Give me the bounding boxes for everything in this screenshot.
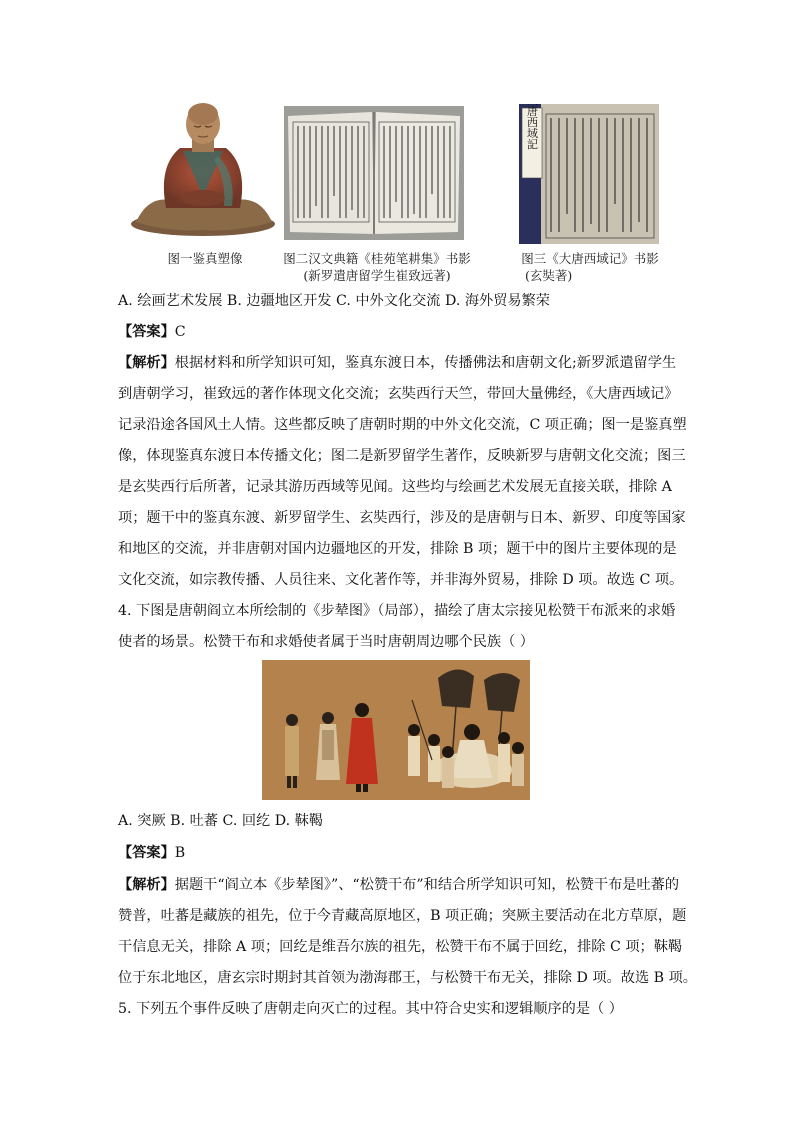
q4-stem-line-1: 4. 下图是唐朝阎立本所绘制的《步辇图》（局部），描绘了唐太宗接见松赞干布派来的求婚 [118, 603, 676, 619]
q3-analysis-line-6: 项；题干中的鉴真东渡、新罗留学生、玄奘西行，涉及的是唐朝与日本、新罗、印度等国家 [118, 510, 686, 526]
q4-stem-line-2: 使者的场景。松赞干布和求婚使者属于当时唐朝周边哪个民族（ ） [118, 634, 534, 650]
q3-analysis-line-7: 和地区的交流，并非唐朝对国内边疆地区的开发，排除 B 项；题干中的图片主要体现的是 [118, 541, 677, 557]
q3-analysis-line-4: 像，体现鉴真东渡日本传播文化；图二是新罗留学生著作，反映新罗与唐朝文化交流；图三 [118, 448, 686, 464]
figure1-caption: 图一鉴真塑像 [167, 251, 243, 266]
q3-answer [118, 321, 186, 341]
figure-datang-xiyuji [519, 104, 659, 244]
q3-analysis-line-8: 文化交流，如宗教传播、人员往来、文化著作等，并非海外贸易，排除 D 项。故选 C 项。 [118, 572, 684, 588]
figure2-caption-line1: 图二汉文典籍《桂苑笔耕集》书影 [283, 251, 471, 266]
q5-stem: 5. 下列五个事件反映了唐朝走向灭亡的过程。其中符合史实和逻辑顺序的是（ ） [118, 1001, 623, 1017]
q4-analysis-line-4: 位于东北地区，唐玄宗时期封其首领为渤海郡王，与松赞干布无关，排除 D 项。故选 B 项。 [118, 970, 697, 986]
figure-guiyuan-book [284, 106, 464, 240]
q3-analysis-line-3: 记录沿途各国风土人情。这些都反映了唐朝时期的中外文化交流，C 项正确；图一是鉴真塑 [118, 417, 687, 433]
figure-jianzhen-statue [128, 96, 278, 236]
figure2-caption-line2: (新罗遣唐留学生崔致远著) [303, 268, 451, 283]
figure3-caption-line2: (玄奘著) [525, 268, 573, 283]
guiyuan-book-image [284, 106, 464, 240]
q3-answer-label: 【答案】 [118, 324, 175, 340]
bunian-tu-painting [262, 660, 530, 800]
q4-options: A. 突厥 B. 吐蕃 C. 回纥 D. 靺鞨 [118, 813, 323, 829]
q4-analysis-text-1: 据题干“阎立本《步辇图》”、“松赞干布”和结合所学知识可知，松赞干布是吐蕃的 [174, 877, 680, 893]
q3-analysis-label: 【解析】 [118, 355, 175, 371]
q4-answer-value: B [174, 845, 186, 861]
q4-answer [118, 842, 185, 862]
q4-analysis-line-2: 赞普，吐蕃是藏族的祖先，位于今青藏高原地区，B 项正确；突厥主要活动在北方草原，题 [118, 908, 687, 924]
q4-analysis-line-3: 干信息无关，排除 A 项；回纥是维吾尔族的祖先，松赞干布不属于回纥，排除 C 项；靺鞨 [118, 939, 683, 955]
book-cover-title: 大唐西域記 [525, 104, 539, 150]
figure2-caption [272, 250, 482, 284]
jianzhen-statue-image [128, 96, 278, 236]
q3-analysis-line-5: 是玄奘西行后所著，记录其游历西域等见闻。这些均与绘画艺术发展无直接关联，排除 A [118, 479, 672, 495]
figure3-caption [505, 250, 675, 284]
q4-answer-label: 【答案】 [118, 845, 175, 861]
figure3-caption-line1: 图三《大唐西域记》书影 [521, 251, 659, 266]
q3-answer-value: C [174, 324, 186, 340]
q4-analysis-line-1 [118, 874, 679, 894]
datang-xiyuji-image [519, 104, 659, 244]
q3-analysis-line-2: 到唐朝学习，崔致远的著作体现文化交流；玄奘西行天竺，带回大量佛经，《大唐西域记》 [118, 386, 679, 402]
q3-analysis-text-1: 根据材料和所学知识可知，鉴真东渡日本，传播佛法和唐朝文化;新罗派遣留学生 [174, 355, 677, 371]
q4-analysis-label: 【解析】 [118, 877, 175, 893]
q3-analysis-line-1 [118, 352, 676, 372]
figure-bunian-tu [262, 660, 530, 800]
q3-options: A. 绘画艺术发展 B. 边疆地区开发 C. 中外文化交流 D. 海外贸易繁荣 [118, 293, 550, 309]
